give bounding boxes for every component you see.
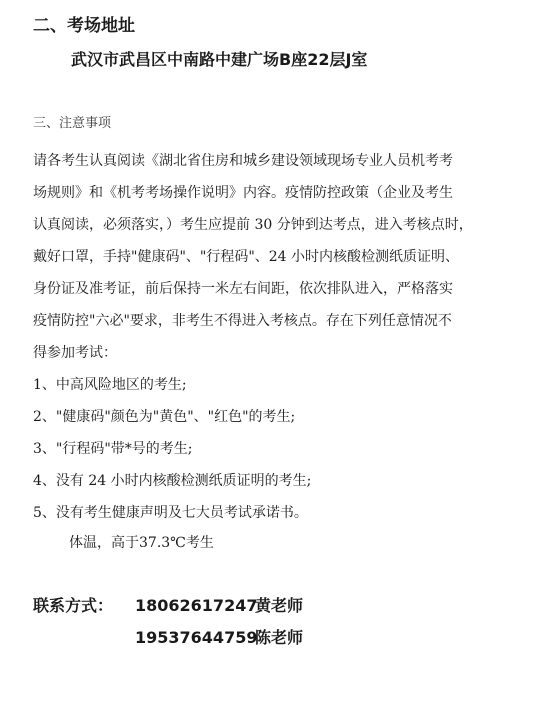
section-heading-exam-address: 二、考场地址 [33, 16, 135, 36]
section-heading-notes: 三、注意事项 [33, 116, 112, 131]
temperature-note: 体温，高于37.3℃考生 [69, 535, 214, 551]
list-item: 3、"行程码"带*号的考生; [33, 441, 193, 457]
list-item: 1、中高风险地区的考生; [33, 377, 187, 393]
paragraph-line: 请各考生认真阅读《湖北省住房和城乡建设领域现场专业人员机考考 [33, 153, 453, 169]
contact-name: 陈老师 [255, 628, 304, 647]
exclusion-list [33, 369, 311, 529]
paragraph-line: 认真阅读，必须落实，）考生应提前 30 分钟到达考点，进入考核点时， [33, 217, 473, 233]
list-item: 4、没有 24 小时内核酸检测纸质证明的考生; [33, 473, 312, 489]
list-item: 2、"健康码"颜色为"黄色"、"红色"的考生; [33, 409, 296, 425]
paragraph-line: 疫情防控"六必"要求，非考生不得进入考核点。存在下列任意情况不 [33, 313, 452, 329]
contact-block [33, 590, 303, 654]
paragraph-line: 身份证及准考证，前后保持一米左右间距，依次排队进入，严格落实 [33, 281, 453, 297]
contact-name: 黄老师 [255, 596, 304, 615]
contact-row [33, 622, 303, 654]
contact-label: 联系方式： [33, 596, 114, 615]
contact-phone: 18062617247 [135, 596, 258, 615]
contact-phone: 19537644759 [135, 628, 258, 647]
paragraph-line: 得参加考试： [33, 345, 117, 361]
exam-address: 武汉市武昌区中南路中建广场B座22层J室 [71, 50, 368, 69]
list-item: 5、没有考生健康声明及七大员考试承诺书。 [33, 505, 308, 521]
contact-row [33, 590, 303, 622]
paragraph-line: 戴好口罩，手持"健康码"、"行程码"、24 小时内核酸检测纸质证明、 [33, 249, 460, 265]
notes-paragraph [33, 145, 523, 369]
paragraph-line: 场规则》和《机考考场操作说明》内容。疫情防控政策（企业及考生 [33, 185, 453, 201]
